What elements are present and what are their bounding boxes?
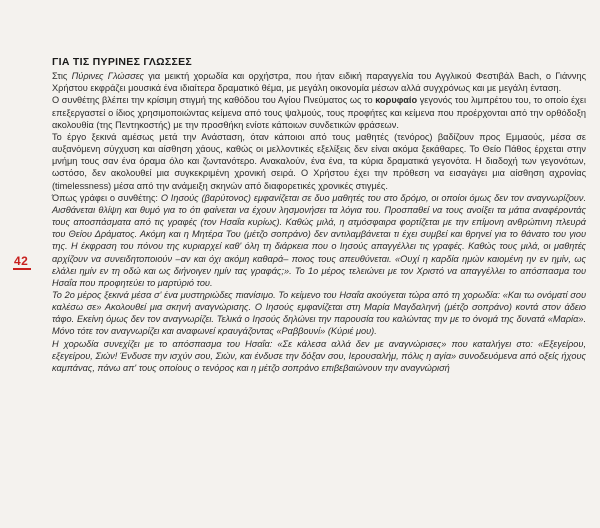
text-run: Όπως γράφει ο συνθέτης: [52, 192, 161, 203]
text-run: Το 2ο μέρος ξεκινά μέσα σ' ένα μυστηριώδες πιανίσιμο. Το κείμενο του Ησαΐα ακούγεται τώρα από τη χορωδία: «Και τω ονόματί σου καλέσω σε» Ακολουθεί μια σκηνή αναγνώρισης. Ο Ιησούς εμφανίζεται στη Μαρία Μαγδαληνή (μέτζο σοπράνο) κοντά στον άδειο τάφο. Εκείνη όμως δεν τον αναγνωρίζει. Τελικά ο Ιησούς δηλώνει την παρουσία του καλώντας την με το όνομά της δυνατά «Μαρία». Μόνο τότε τον αναγνωρίζει και αναφωνεί κραυγάζοντας «Ραββουνί» (Κύριέ μου). [52, 289, 586, 337]
paragraph [52, 70, 586, 94]
section-title: ΓΙΑ ΤΙΣ ΠΥΡΙΝΕΣ ΓΛΩΣΣΕΣ [52, 56, 192, 68]
text-run: Η χορωδία συνεχίζει με το απόσπασμα του Ησαΐα: «Σε κάλεσα αλλά δεν με αναγνώρισες» που καταλήγει στο: «Εξεγείρου, εξεγείρου, Σιών! Ένδυσε την ισχύν σου, Σιών, και ένδυσε την δόξαν σου, Ιερουσαλήμ, πόλις η αγία» συνοδευόμενα από οξείς ήχους καμπάνας, πάνω απ' τους οποίους ο τενόρος και η μέτζο σοπράνο επιβεβαιώνουν την αναγνώρισή [52, 338, 586, 373]
text-run: Πύρινες Γλώσσες [71, 71, 144, 82]
page-number: 42 [14, 254, 29, 268]
text-run: Ο συνθέτης βλέπει την κρίσιμη στιγμή της καθόδου του Αγίου Πνεύματος ως το [52, 95, 376, 106]
page-number-rule [13, 268, 31, 270]
paragraph [52, 94, 586, 130]
paragraph [52, 338, 586, 374]
paragraphs [52, 70, 586, 374]
text-run: Το έργο ξεκινά αμέσως μετά την Ανάσταση, όταν κάποιοι από τους μαθητές (τενόρος) βαδίζουν προς Εμμαούς, μέσα σε αυξανόμενη σύγχυση και αίσθηση χάους, καθώς οι μελλοντικές εξελίξεις δεν είναι ακόμα ξεκάθαρες. Το Θείο Πάθος έρχεται στην μνήμη τους σαν ένα όραμα όλο και ζωντανότερο. Ανακαλούν, ένα ένα, τα κύρια δραματικά γεγονότα. Η διαδοχή των γεγονότων, ωστόσο, δεν ακολουθεί μια συγκεκριμένη χρονική σειρά. Ο Χρήστου έχει την πρόθεση να εισαγάγει μια αίσθηση αχρονίας (timelessness) μέσα από την ανάμειξη σκηνών από διαφορετικές χρονικές στιγμές. [52, 131, 586, 191]
text-run: για μεικτή χορωδία και ορχήστρα, που ήταν ειδική παραγγελία του Αγγλικού Φεστιβάλ Bach, ο Γιάννης Χρήστου εκφράζει μουσικά ένα ιδιαίτερα δραματικό θέμα, με μεγάλη οικονομία μέσων αλλά συγχρόνως και με μεγάλη ένταση. [52, 71, 587, 94]
paragraph [52, 131, 586, 192]
article-body [52, 56, 586, 374]
paragraph [52, 289, 586, 338]
text-run: Ο Ιησούς (βαρύτονος) εμφανίζεται σε δυο μαθητές του στο δρόμο, οι οποίοι όμως δεν τον αναγνωρίζουν. Αισθάνεται θλίψη και θυμό για το ότι φαίνεται να έχουν λησμονήσει τα λόγια του. Προσπαθεί να τους ανοίξει τα μάτια αναφέροντάς τους αποσπάσματα από τις γραφές (τον Ησαΐα κυρίως). Καθώς μιλά, η ατμόσφαιρα φορτίζεται με την επίμονη ανθρώπινη πλευρά του Θείου Δράματος. Ακόμη και η Μητέρα Του (μέτζο σοπράνο) δεν αντιλαμβάνεται τι έχει συμβεί και θρηνεί για το θάνατο του γιου της. Η έκφραση του πόνου της κυριαρχεί καθ' όλη τη διάρκεια που ο Ιησούς απαγγέλλει τις γραφές. Καθώς τους μιλά, οι μαθητές αρχίζουν να συνειδητοποιούν –αν και όχι ακόμη καθαρά– ποιος τους απευθύνεται. «Ουχί η καρδία ημών καιομένη ην εν ημίν, ως ελάλει ημίν εν τη οδώ και ως διήνοιγεν ημίν τας γραφάς;». Το 1ο μέρος τελειώνει με τον Χριστό να απαγγέλλει το απόσπασμα του Ησαΐα που προφητεύει το μαρτύριό του. [52, 192, 586, 288]
paragraph [52, 192, 586, 289]
text-run: γεγονός του λιμπρέτου του, το οποίο έχει επεξεργαστεί ο ίδιος χρησιμοποιώντας κείμενα από τους ψαλμούς, τους προφήτες και κείμενα που προέρχονται από την ορθόδοξη ακολουθία (της Πεντηκοστής) με την προσθήκη ενίοτε κάποιων συνδετικών φράσεων. [52, 95, 586, 130]
text-run: Στις [52, 71, 72, 82]
text-run: κορυφαίο [375, 95, 418, 106]
